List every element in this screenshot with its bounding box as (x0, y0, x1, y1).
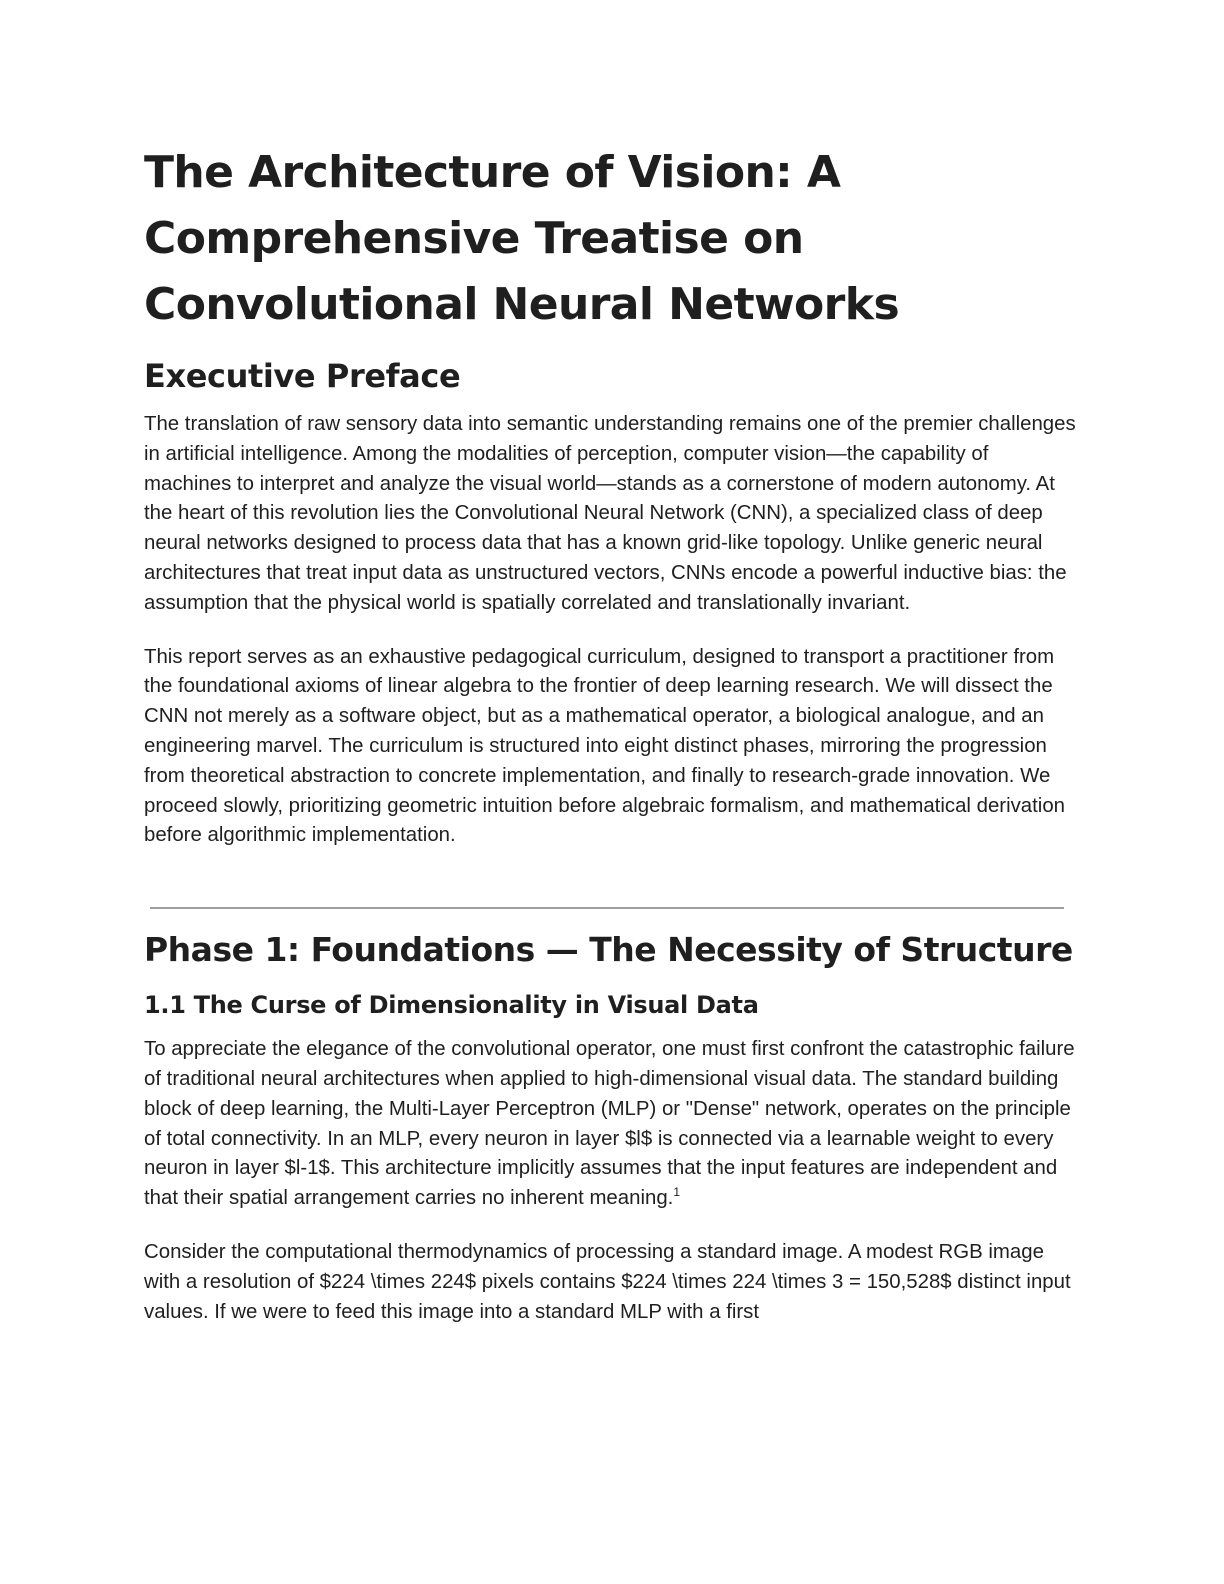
document-title: The Architecture of Vision: A Comprehensive Treatise on Convolutional Neural Networks (144, 147, 900, 330)
preface-heading: Executive Preface (144, 357, 461, 395)
section-1-1-heading: 1.1 The Curse of Dimensionality in Visual Data (144, 991, 759, 1020)
section-1-1-paragraph-2: Consider the computational thermodynamics of processing a standard image. A modest RGB image with a resolution of $224 \times 224$ pixels contains $224 \times 224 \times 3 = 150,528$ distinct input values. If we were to feed this image into a standard MLP with a first (144, 1240, 1071, 1323)
preface-paragraph-1: The translation of raw sensory data into semantic understanding remains one of the premier challenges in artificial intelligence. Among the modalities of perception, computer vision—the capability of machines to interpret and analyze the visual world—stands as a cornerstone of modern autonomy. At the heart of this revolution lies the Convolutional Neural Network (CNN), a specialized class of deep neural networks designed to process data that has a known grid-like topology. Unlike generic neural architectures that treat input data as unstructured vectors, CNNs encode a powerful inductive bias: the assumption that the physical world is spatially correlated and translationally invariant. (144, 413, 1076, 614)
paragraph-text: To appreciate the elegance of the convolutional operator, one must first confront the catastrophic failure of traditional neural architectures when applied to high-dimensional visual data. The standard building block of deep learning, the Multi-Layer Perceptron (MLP) or "Dense" network, operates on the principle of total connectivity. In an MLP, every neuron in layer $l$ is connected via a learnable weight to every neuron in layer $l-1$. This architecture implicitly assumes that the input features are independent and that their spatial arrangement carries no inherent meaning. (144, 1038, 1075, 1210)
footnote-reference[interactable]: 1 (673, 1185, 681, 1200)
section-divider (150, 907, 1064, 909)
section-1-1-paragraph-1 (144, 1035, 1080, 1214)
preface-paragraph-2: This report serves as an exhaustive pedagogical curriculum, designed to transport a practitioner from the foundational axioms of linear algebra to the frontier of deep learning research. We will dissect the CNN not merely as a software object, but as a mathematical operator, a biological analogue, and an engineering marvel. The curriculum is structured into eight distinct phases, mirroring the progression from theoretical abstraction to concrete implementation, and finally to research-grade innovation. We proceed slowly, prioritizing geometric intuition before algebraic formalism, and mathematical derivation before algorithmic implementation. (144, 645, 1066, 847)
phase-1-heading: Phase 1: Foundations — The Necessity of Structure (144, 930, 1073, 970)
document-page (144, 140, 1080, 1327)
